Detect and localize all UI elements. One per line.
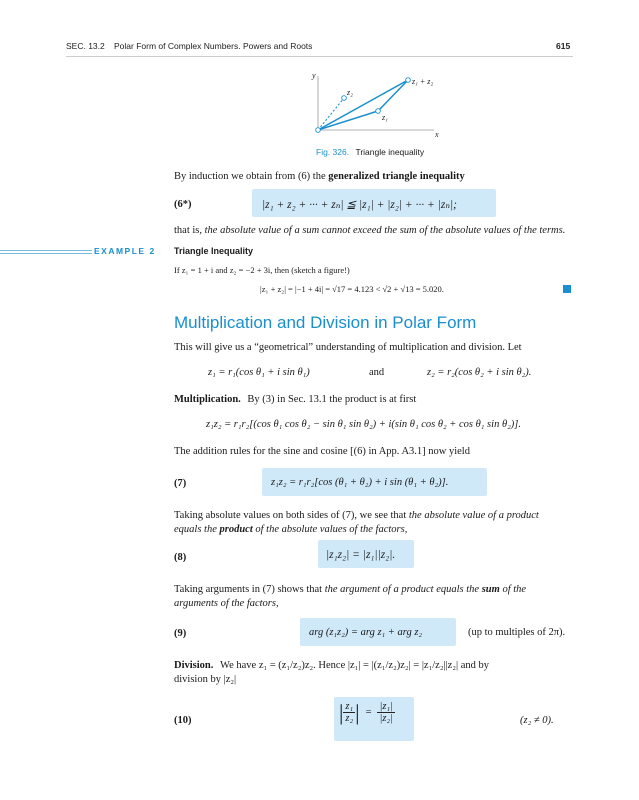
equation-6star: |z₁ + z₂ + ··· + zₙ| ≦ |z₁| + |z₂| + ··· + |zₙ|; (262, 199, 457, 211)
induction-after-ital: the absolute value of a sum cannot exceed the sum of the absolute values of the terms. (204, 225, 566, 236)
abs-text-ital1: the absolute value of a product (408, 510, 539, 521)
label-sum: z₁ + z₂ (412, 77, 434, 86)
figure-caption (316, 147, 424, 157)
page-number: 615 (556, 41, 571, 51)
induction-text-pre: By induction we obtain from (6) the (174, 171, 329, 182)
example-line-2: |z₁ + z₂| = |−1 + 4i| = √17 = 4.123 < √2 + √13 = 5.020. (260, 284, 444, 294)
division-text-2: division by |z₂| (174, 674, 237, 685)
header-rule (66, 56, 573, 57)
equation-10-note: (z₂ ≠ 0). (520, 715, 554, 726)
equation-8: |z₁z₂| = |z₁||z₂|. (326, 549, 396, 561)
origin (316, 128, 321, 133)
induction-after-pre: that is, (174, 225, 205, 236)
equation-9: arg (z₁z₂) = arg z₁ + arg z₂ (309, 627, 423, 638)
z1-definition: z₁ = r₁(cos θ₁ + i sin θ₁) (208, 367, 310, 378)
running-header-section: SEC. 13.2 (66, 41, 105, 51)
point-sum (406, 78, 411, 83)
figure-title: Triangle inequality (355, 147, 425, 157)
example-label: EXAMPLE 2 (94, 246, 156, 256)
abs-text-bold: product (219, 524, 253, 535)
argument-text (174, 583, 574, 611)
induction-text (174, 170, 465, 184)
arg-text-ital2: of the (499, 584, 527, 595)
section-title: Multiplication and Division in Polar Form (174, 313, 477, 332)
label-z1: z₁ (382, 113, 388, 122)
figure-number: Fig. 326. (316, 147, 350, 157)
equation-number-6star: (6*) (174, 199, 192, 210)
arg-text-ital3: arguments of the factors, (174, 598, 279, 609)
point-z2 (342, 96, 347, 101)
vector-z1-shifted (378, 80, 408, 111)
example-rule-2 (0, 253, 92, 254)
division-text (174, 659, 574, 687)
equation-10: | $\frac{\text{z₁}}{\text{z₂}}$ | = $\frac{\text{|z₁|}}{\text{|z₂|}}$ (339, 699, 393, 725)
equation-9-note: (up to multiples of 2π). (468, 627, 566, 638)
arg-text-ital1: the argument of a product equals the (324, 584, 482, 595)
arg-text-pre: Taking arguments in (7) shows that (174, 584, 325, 595)
addition-rules-text: The addition rules for the sine and cosine [(6) in App. A3.1] now yield (174, 446, 470, 457)
division-text-1: We have z₁ = (z₁/z₂)z₂. Hence |z₁| = |(z₁/z₂)z₂| = |z₁/z₂||z₂| and by (220, 660, 490, 671)
example-line-1: If z₁ = 1 + i and z₂ = −2 + 3i, then (sketch a figure!) (174, 265, 350, 275)
abs-text-ital2: equals the (174, 524, 220, 535)
label-y: y (312, 71, 316, 80)
division-label: Division. (174, 660, 214, 671)
absolute-value-text (174, 509, 574, 537)
end-of-example-marker (563, 285, 571, 293)
vector-sum (318, 80, 408, 130)
induction-after-text (174, 224, 565, 238)
equation-number-8: (8) (174, 552, 187, 563)
equation-number-10: (10) (174, 715, 192, 726)
eq10-lhs-numerator: z₁ (345, 701, 354, 712)
arg-text-bold: sum (481, 584, 500, 595)
eq10-rhs-numerator: |z₁| (379, 701, 393, 712)
induction-text-bold: generalized triangle inequality (328, 171, 465, 182)
example-rule (0, 250, 92, 251)
eq10-lhs-fraction (343, 701, 355, 724)
eq10-lhs-denominator: z₂ (345, 713, 354, 724)
and-word: and (369, 367, 385, 378)
eq10-rhs-fraction (377, 701, 395, 724)
z2-definition: z₂ = r₂(cos θ₂ + i sin θ₂). (427, 367, 532, 378)
example-title: Triangle Inequality (174, 246, 254, 256)
multiplication-label: Multiplication. (174, 394, 241, 405)
equation-number-7: (7) (174, 478, 187, 489)
multiplication-intro (174, 393, 416, 407)
running-header-title: Polar Form of Complex Numbers. Powers and Roots (114, 41, 313, 51)
label-x: x (435, 130, 439, 139)
abs-text-pre: Taking absolute values on both sides of (7), we see that (174, 510, 409, 521)
multiplication-equation: z₁z₂ = r₁r₂[(cos θ₁ cos θ₂ − sin θ₁ sin θ₂) + i(sin θ₁ cos θ₂ + cos θ₁ sin θ₂)]. (206, 419, 521, 430)
equation-number-9: (9) (174, 628, 187, 639)
point-z1 (376, 109, 381, 114)
section-intro: This will give us a “geometrical” understanding of multiplication and division. Let (174, 342, 522, 353)
eq10-rhs-denominator: |z₂| (379, 713, 393, 724)
multiplication-text: By (3) in Sec. 13.1 the product is at first (247, 394, 417, 405)
abs-text-ital3: of the absolute values of the factors, (252, 524, 408, 535)
label-z2: z₂ (347, 88, 353, 97)
equation-7: z₁z₂ = r₁r₂[cos (θ₁ + θ₂) + i sin (θ₁ + θ₂)]. (271, 477, 449, 488)
